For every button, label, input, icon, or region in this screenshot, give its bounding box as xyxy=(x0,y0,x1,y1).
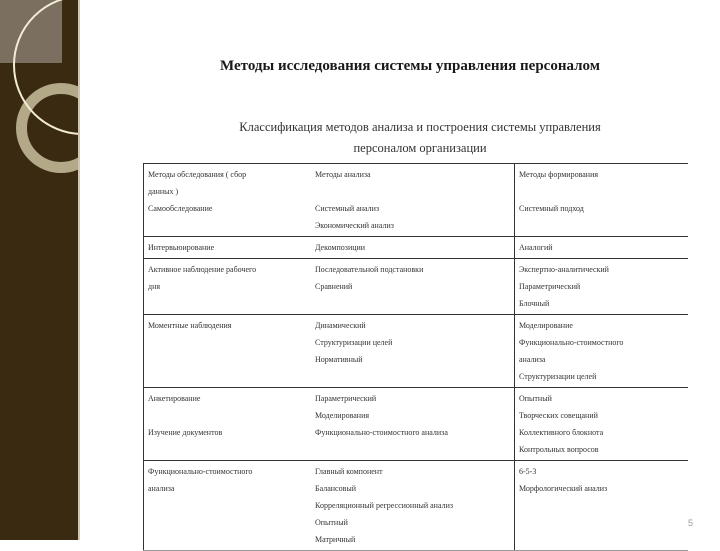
table-cell xyxy=(311,315,515,388)
cell-line: Аналогий xyxy=(519,243,553,252)
cell-line: Моделирования xyxy=(315,411,370,420)
cell-line: Методы обследования ( сбор xyxy=(148,170,247,179)
cell-line: Параметрический xyxy=(315,394,377,403)
cell-line: Последовательной подстановки xyxy=(315,265,424,274)
table-row xyxy=(144,164,689,237)
table-row xyxy=(144,259,689,315)
cell-line: Интервьюирование xyxy=(148,243,215,252)
table-caption-line2: персоналом организации xyxy=(353,141,487,155)
cell-line: Экспертно-аналитический xyxy=(519,265,609,274)
page-number: 5 xyxy=(688,518,694,528)
cell-line: Корреляционный регрессионный анализ xyxy=(315,501,454,510)
cell-line: Функционально-стоимостного анализа xyxy=(315,428,448,437)
table-cell xyxy=(515,461,689,551)
cell-line xyxy=(315,183,511,200)
cell-line: Творческих совещаний xyxy=(519,411,598,420)
cell-line: Нормативный xyxy=(315,355,363,364)
table-row xyxy=(144,461,689,551)
table-cell xyxy=(515,237,689,259)
table-cell xyxy=(144,388,312,461)
cell-line: дня xyxy=(148,282,161,291)
table-cell xyxy=(311,259,515,315)
table-cell xyxy=(144,315,312,388)
cell-line: Структуризации целей xyxy=(519,372,597,381)
cell-line: Изучение документов xyxy=(148,428,223,437)
table-cell xyxy=(515,315,689,388)
table-cell xyxy=(311,388,515,461)
cell-line: Моделирование xyxy=(519,321,573,330)
cell-line: анализа xyxy=(148,484,175,493)
cell-line: Методы анализа xyxy=(315,170,371,179)
cell-line: данных ) xyxy=(148,187,179,196)
table-cell xyxy=(144,461,312,551)
table-cell xyxy=(311,461,515,551)
cell-line: Методы формирования xyxy=(519,170,599,179)
cell-line: Активное наблюдение рабочего xyxy=(148,265,257,274)
cell-line: Моментные наблюдения xyxy=(148,321,232,330)
cell-line: Самообследование xyxy=(148,204,213,213)
cell-line: Опытный xyxy=(519,394,552,403)
decorative-side-band xyxy=(0,0,80,540)
cell-line: Главный компонент xyxy=(315,467,383,476)
cell-line: Анкетирование xyxy=(148,394,201,403)
cell-line: Системный подход xyxy=(519,204,584,213)
table-cell xyxy=(144,259,312,315)
slide-title: Методы исследования системы управления персоналом xyxy=(220,58,600,74)
table-cell xyxy=(515,164,689,237)
cell-line: Декомпозиции xyxy=(315,243,366,252)
cell-line: Контрольных вопросов xyxy=(519,445,599,454)
cell-line: Коллективного блокнота xyxy=(519,428,604,437)
cell-line: Опытный xyxy=(315,518,348,527)
cell-line: Сравнений xyxy=(315,282,353,291)
table-row xyxy=(144,388,689,461)
cell-line: Матричный xyxy=(315,535,356,544)
table-cell xyxy=(144,164,312,237)
cell-line: Экономический анализ xyxy=(315,221,394,230)
cell-line: Функционально-стоимостного xyxy=(519,338,624,347)
cell-line: 6-5-3 xyxy=(519,467,537,476)
table-cell xyxy=(311,237,515,259)
table-cell xyxy=(515,388,689,461)
cell-line: Балансовый xyxy=(315,484,357,493)
cell-line: Динамический xyxy=(315,321,366,330)
table-cell xyxy=(144,237,312,259)
methods-table xyxy=(143,163,688,551)
table-cell xyxy=(515,259,689,315)
table-caption-line1: Классификация методов анализа и построения системы управления xyxy=(239,120,601,134)
table-cell xyxy=(311,164,515,237)
cell-line xyxy=(148,407,308,424)
cell-line: Системный анализ xyxy=(315,204,380,213)
cell-line: Морфологический анализ xyxy=(519,484,608,493)
cell-line: Структуризации целей xyxy=(315,338,393,347)
cell-line: Параметрический xyxy=(519,282,581,291)
cell-line: Блочный xyxy=(519,299,550,308)
table-row xyxy=(144,237,689,259)
table-row xyxy=(144,315,689,388)
cell-line: Функционально-стоимостного xyxy=(148,467,253,476)
cell-line: анализа xyxy=(519,355,546,364)
cell-line xyxy=(519,183,685,200)
